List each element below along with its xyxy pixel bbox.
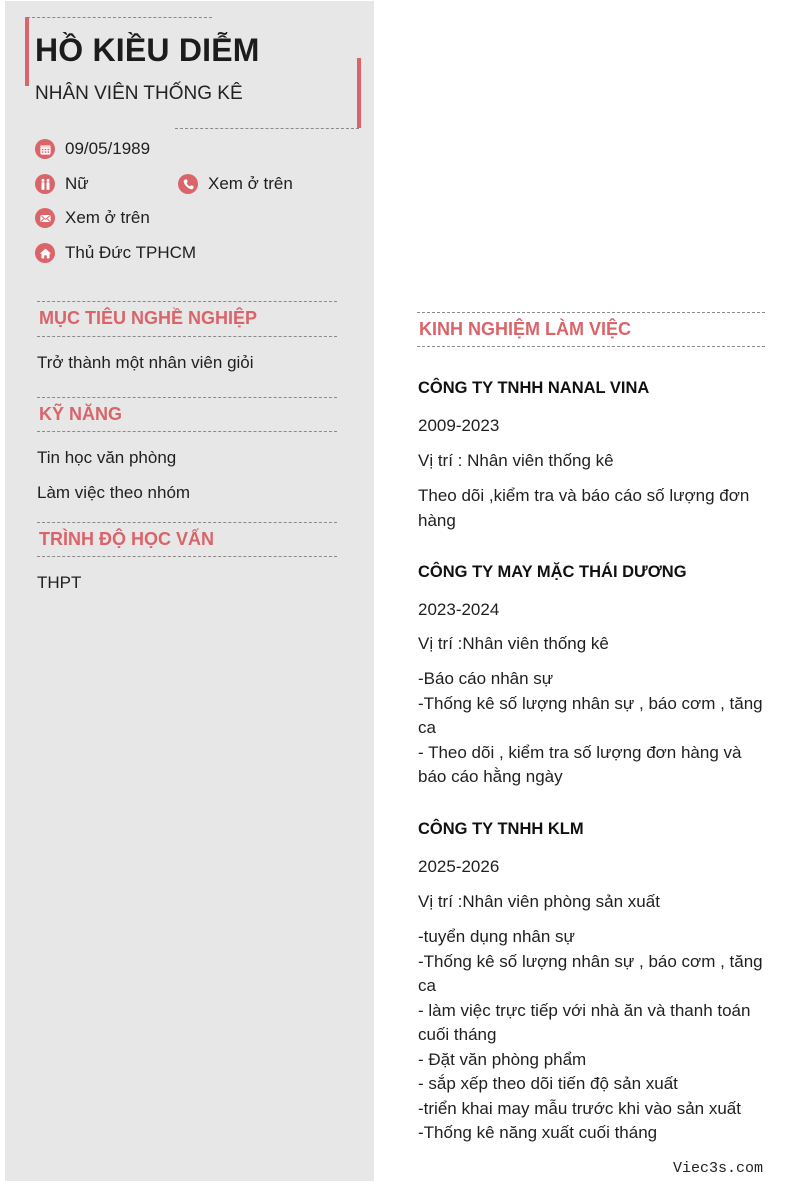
skills-top-divider [37, 397, 337, 398]
job-company: CÔNG TY TNHH NANAL VINA [418, 379, 650, 397]
job-detail-line: - Theo dõi , kiểm tra số lượng đơn hàng và báo cáo hằng ngày [418, 742, 742, 786]
job-period: 2009-2023 [418, 416, 500, 435]
education-bottom-divider [37, 556, 337, 557]
objective-section-title: MỤC TIÊU NGHỀ NGHIỆP [39, 308, 258, 328]
education-item: THPT [37, 573, 82, 592]
address-value: Thủ Đức TPHCM [65, 243, 197, 262]
job-details [418, 484, 758, 533]
skill-item: Làm việc theo nhóm [37, 483, 191, 502]
gender-icon [35, 174, 55, 194]
contact-birthday [35, 139, 150, 159]
job-detail-line: - làm việc trực tiếp với nhà ăn và thanh toán cuối tháng [418, 1000, 751, 1044]
email-icon [35, 208, 55, 228]
job-period: 2023-2024 [418, 600, 500, 619]
job-detail-line: -Báo cáo nhân sự [418, 669, 554, 688]
email-value: Xem ở trên [65, 208, 150, 227]
job-detail-line: Theo dõi ,kiểm tra và báo cáo số lượng đơn hàng [418, 486, 750, 530]
job-position: Vị trí :Nhân viên phòng sản xuất [418, 892, 660, 911]
skill-item: Tin học văn phòng [37, 448, 177, 467]
job-company: CÔNG TY MAY MẶC THÁI DƯƠNG [418, 563, 687, 581]
job-period: 2025-2026 [418, 857, 500, 876]
job-title: NHÂN VIÊN THỐNG KÊ [35, 83, 243, 104]
objective-top-divider [37, 301, 337, 302]
contact-email [35, 208, 150, 228]
job-detail-line: - Đặt văn phòng phẩm [418, 1049, 587, 1069]
education-section-title: TRÌNH ĐỘ HỌC VẤN [39, 529, 214, 549]
experience-section-title: KINH NGHIỆM LÀM VIỆC [419, 319, 632, 339]
calendar-icon [35, 139, 55, 159]
objective-bottom-divider [37, 336, 337, 337]
header-top-divider [27, 17, 212, 18]
experience-top-divider [417, 312, 765, 313]
candidate-name: HỒ KIỀU DIỄM [35, 32, 260, 68]
contact-gender [35, 174, 89, 194]
objective-text: Trở thành một nhân viên giỏi [37, 353, 254, 372]
skills-bottom-divider [37, 431, 337, 432]
header-right-accent-bar [357, 58, 361, 128]
job-detail-line: -Thống kê số lượng nhân sự , báo cơm , tăng ca [418, 951, 763, 995]
education-top-divider [37, 522, 337, 523]
job-detail-line: -tuyển dụng nhân sự [418, 927, 575, 946]
job-detail-line: - sắp xếp theo dõi tiến độ sản xuất [418, 1074, 678, 1093]
job-detail-line: -Thống kê số lượng nhân sự , báo cơm , tăng ca [418, 693, 763, 737]
job-detail-line: -Thống kê năng xuất cuối tháng [418, 1123, 658, 1142]
job-details [418, 667, 763, 790]
header-bottom-divider [175, 128, 359, 129]
job-detail-line: -triển khai may mẫu trước khi vào sản xuất [418, 1098, 741, 1118]
phone-icon [178, 174, 198, 194]
experience-bottom-divider [417, 346, 765, 347]
phone-value: Xem ở trên [208, 174, 293, 193]
watermark: Viec3s.com [673, 1160, 764, 1177]
birthday-value: 09/05/1989 [65, 139, 151, 158]
header-left-accent-bar [25, 17, 29, 86]
skills-section-title: KỸ NĂNG [39, 404, 123, 424]
gender-value: Nữ [65, 174, 89, 193]
home-icon [35, 243, 55, 263]
contact-phone [178, 174, 293, 194]
job-details [418, 925, 763, 1146]
contact-address [35, 243, 196, 263]
job-position: Vị trí : Nhân viên thống kê [418, 451, 614, 470]
job-company: CÔNG TY TNHH KLM [418, 820, 584, 838]
job-position: Vị trí :Nhân viên thống kê [418, 634, 609, 653]
